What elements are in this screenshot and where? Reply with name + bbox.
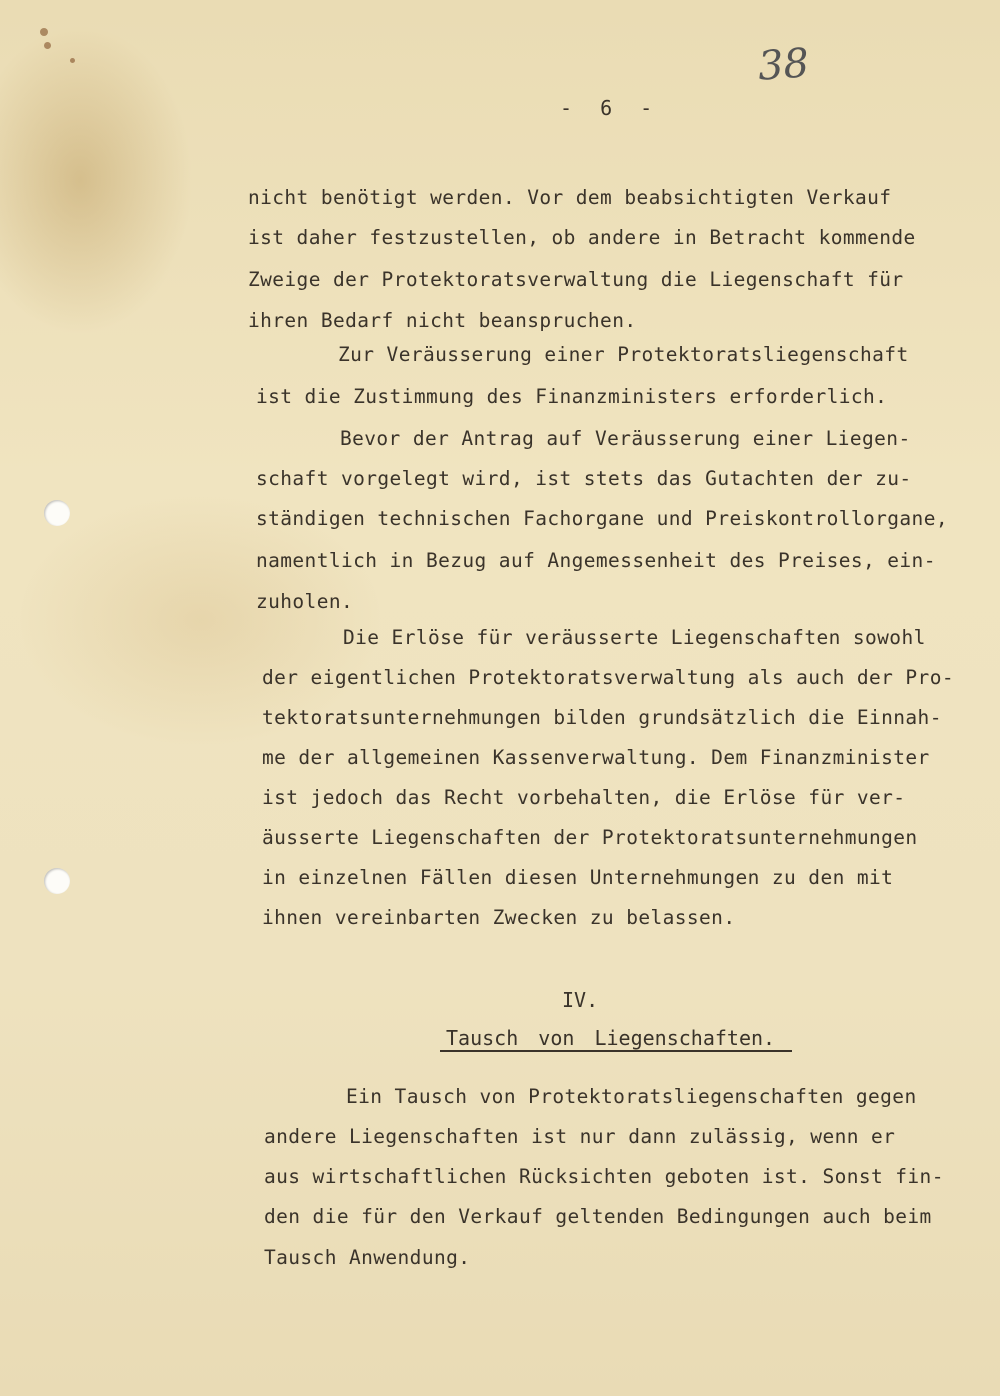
text-line: zuholen. bbox=[256, 590, 354, 613]
punch-hole-bottom bbox=[44, 868, 70, 894]
text-line: Zur Veräusserung einer Protektoratsliegenschaft bbox=[338, 343, 909, 366]
text-line: ist daher festzustellen, ob andere in Betracht kommende bbox=[248, 226, 916, 249]
rust-spot bbox=[70, 58, 75, 63]
section-title: Tausch von Liegenschaften. bbox=[446, 1026, 776, 1050]
punch-hole-top bbox=[44, 500, 70, 526]
text-line: Zweige der Protektoratsverwaltung die Liegenschaft für bbox=[248, 268, 904, 291]
text-line: aus wirtschaftlichen Rücksichten geboten ist. Sonst fin- bbox=[264, 1165, 944, 1188]
rust-spot bbox=[40, 28, 48, 36]
text-line: schaft vorgelegt wird, ist stets das Gutachten der zu- bbox=[256, 467, 912, 490]
title-underline bbox=[440, 1050, 792, 1052]
text-line: ist jedoch das Recht vorbehalten, die Erlöse für ver- bbox=[262, 786, 906, 809]
text-line: äusserte Liegenschaften der Protektoratsunternehmungen bbox=[262, 826, 918, 849]
text-line: Die Erlöse für veräusserte Liegenschaften sowohl bbox=[343, 626, 926, 649]
text-line: ihnen vereinbarten Zwecken zu belassen. bbox=[262, 906, 736, 929]
text-line: andere Liegenschaften ist nur dann zulässig, wenn er bbox=[264, 1125, 896, 1148]
text-line: in einzelnen Fällen diesen Unternehmungen zu den mit bbox=[262, 866, 894, 889]
text-line: namentlich in Bezug auf Angemessenheit des Preises, ein- bbox=[256, 549, 936, 572]
section-numeral: IV. bbox=[562, 988, 599, 1012]
text-line: nicht benötigt werden. Vor dem beabsichtigten Verkauf bbox=[248, 186, 892, 209]
text-line: ist die Zustimmung des Finanzministers erforderlich. bbox=[256, 385, 888, 408]
text-line: ihren Bedarf nicht beanspruchen. bbox=[248, 309, 637, 332]
text-line: den die für den Verkauf geltenden Bedingungen auch beim bbox=[264, 1205, 932, 1228]
text-line: me der allgemeinen Kassenverwaltung. Dem Finanzminister bbox=[262, 746, 930, 769]
rust-spot bbox=[44, 42, 51, 49]
text-line: Bevor der Antrag auf Veräusserung einer Liegen- bbox=[340, 427, 911, 450]
page-number: - 6 - bbox=[560, 96, 661, 120]
text-line: Ein Tausch von Protektoratsliegenschaften gegen bbox=[346, 1085, 917, 1108]
text-line: Tausch Anwendung. bbox=[264, 1246, 471, 1269]
text-line: der eigentlichen Protektoratsverwaltung als auch der Pro- bbox=[262, 666, 954, 689]
text-line: tektoratsunternehmungen bilden grundsätzlich die Einnah- bbox=[262, 706, 942, 729]
folio-number: 38 bbox=[756, 40, 811, 90]
text-line: ständigen technischen Fachorgane und Preiskontrollorgane, bbox=[256, 507, 948, 530]
